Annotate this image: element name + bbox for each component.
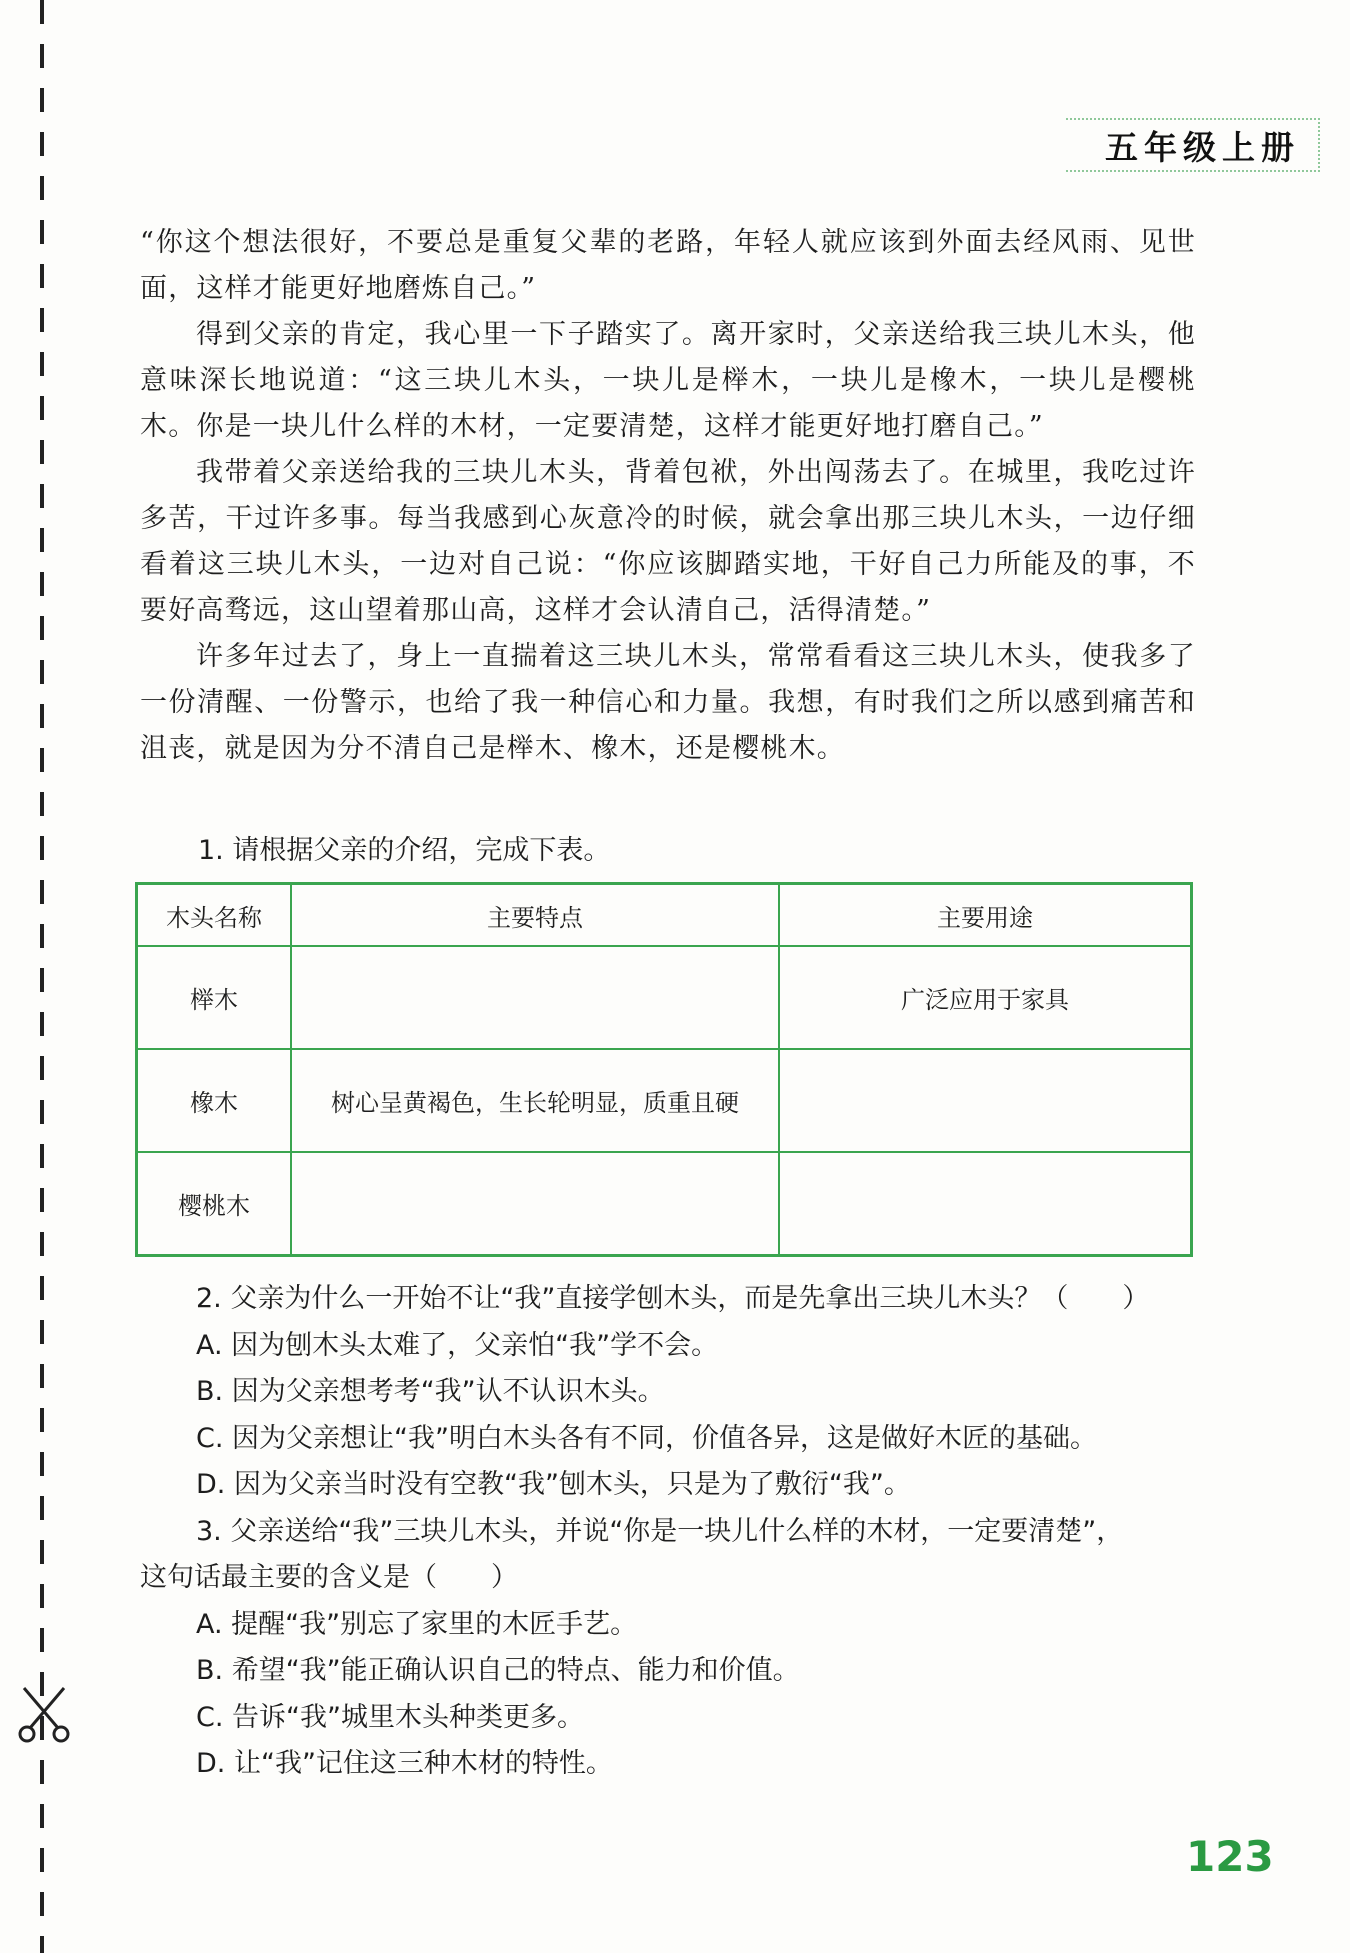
answer-cell[interactable] bbox=[779, 1152, 1192, 1256]
option-item[interactable]: B. 因为父亲想考考“我”认不认识木头。 bbox=[196, 1376, 665, 1407]
table-row bbox=[137, 946, 1192, 1049]
table-row bbox=[137, 1049, 1192, 1152]
option-item[interactable]: A. 提醒“我”别忘了家里的木匠手艺。 bbox=[196, 1608, 638, 1640]
page-number: 123 bbox=[1186, 1832, 1274, 1881]
question-3-prompt: 3. 父亲送给“我”三块儿木头，并说“你是一块儿什么样的木材，一定要清楚”， bbox=[196, 1515, 1124, 1547]
book-label: 五年级上册 bbox=[1105, 128, 1300, 167]
story-text bbox=[140, 220, 1196, 772]
table-cell: 榉木 bbox=[137, 946, 292, 1049]
question-1-prompt: 1. 请根据父亲的介绍，完成下表。 bbox=[198, 835, 611, 866]
book-header bbox=[1066, 118, 1320, 172]
story-paragraph: 许多年过去了，身上一直揣着这三块儿木头，常常看看这三块儿木头，使我多了一份清醒、一份警示，也给了我一种信心和力量。我想，有时我们之所以感到痛苦和沮丧，就是因为分不清自己是榉木、橡木，还是樱桃木。 bbox=[140, 641, 1196, 764]
option-item[interactable]: D. 让“我”记住这三种木材的特性。 bbox=[196, 1748, 613, 1779]
option-item[interactable]: D. 因为父亲当时没有空教“我”刨木头，只是为了敷衍“我”。 bbox=[196, 1469, 911, 1500]
table-header-cell: 主要用途 bbox=[779, 884, 1192, 947]
wood-table bbox=[135, 882, 1193, 1257]
answer-cell[interactable] bbox=[779, 1049, 1192, 1152]
option-item[interactable]: C. 因为父亲想让“我”明白木头各有不同，价值各异，这是做好木匠的基础。 bbox=[196, 1422, 1097, 1454]
table-cell: 广泛应用于家具 bbox=[779, 946, 1192, 1049]
story-paragraph: “你这个想法很好，不要总是重复父辈的老路，年轻人就应该到外面去经风雨、见世面，这样才能更好地磨炼自己。” bbox=[140, 227, 1196, 304]
question-2-prompt: 2. 父亲为什么一开始不让“我”直接学刨木头，而是先拿出三块儿木头？（ ） bbox=[196, 1283, 1150, 1314]
answer-cell[interactable] bbox=[291, 1152, 779, 1256]
table-cell: 樱桃木 bbox=[137, 1152, 292, 1256]
story-paragraph: 得到父亲的肯定，我心里一下子踏实了。离开家时，父亲送给我三块儿木头，他意味深长地说道：“这三块儿木头，一块儿是榉木，一块儿是橡木，一块儿是樱桃木。你是一块儿什么样的木材，一定要清楚，这样才能更好地打磨自己。” bbox=[140, 319, 1196, 442]
cut-line bbox=[40, 0, 44, 1953]
table-header-cell: 主要特点 bbox=[291, 884, 779, 947]
scissors-icon bbox=[14, 1684, 74, 1744]
table-cell: 树心呈黄褐色，生长轮明显，质重且硬 bbox=[291, 1049, 779, 1152]
table-cell: 橡木 bbox=[137, 1049, 292, 1152]
option-item[interactable]: B. 希望“我”能正确认识自己的特点、能力和价值。 bbox=[196, 1655, 800, 1686]
answer-cell[interactable] bbox=[291, 946, 779, 1049]
option-item[interactable]: A. 因为刨木头太难了，父亲怕“我”学不会。 bbox=[196, 1329, 719, 1361]
table-row bbox=[137, 1152, 1192, 1256]
table-header-row bbox=[137, 884, 1192, 947]
story-paragraph: 我带着父亲送给我的三块儿木头，背着包袱，外出闯荡去了。在城里，我吃过许多苦，干过许多事。每当我感到心灰意冷的时候，就会拿出那三块儿木头，一边仔细看着这三块儿木头，一边对自己说：“你应该脚踏实地，干好自己力所能及的事，不要好高骛远，这山望着那山高，这样才会认清自己，活得清楚。” bbox=[140, 457, 1196, 626]
questions-section bbox=[140, 1276, 1200, 1788]
question-3-prompt-continued: 这句话最主要的含义是（ ） bbox=[140, 1562, 518, 1593]
option-item[interactable]: C. 告诉“我”城里木头种类更多。 bbox=[196, 1701, 584, 1733]
table-header-cell: 木头名称 bbox=[137, 884, 292, 947]
